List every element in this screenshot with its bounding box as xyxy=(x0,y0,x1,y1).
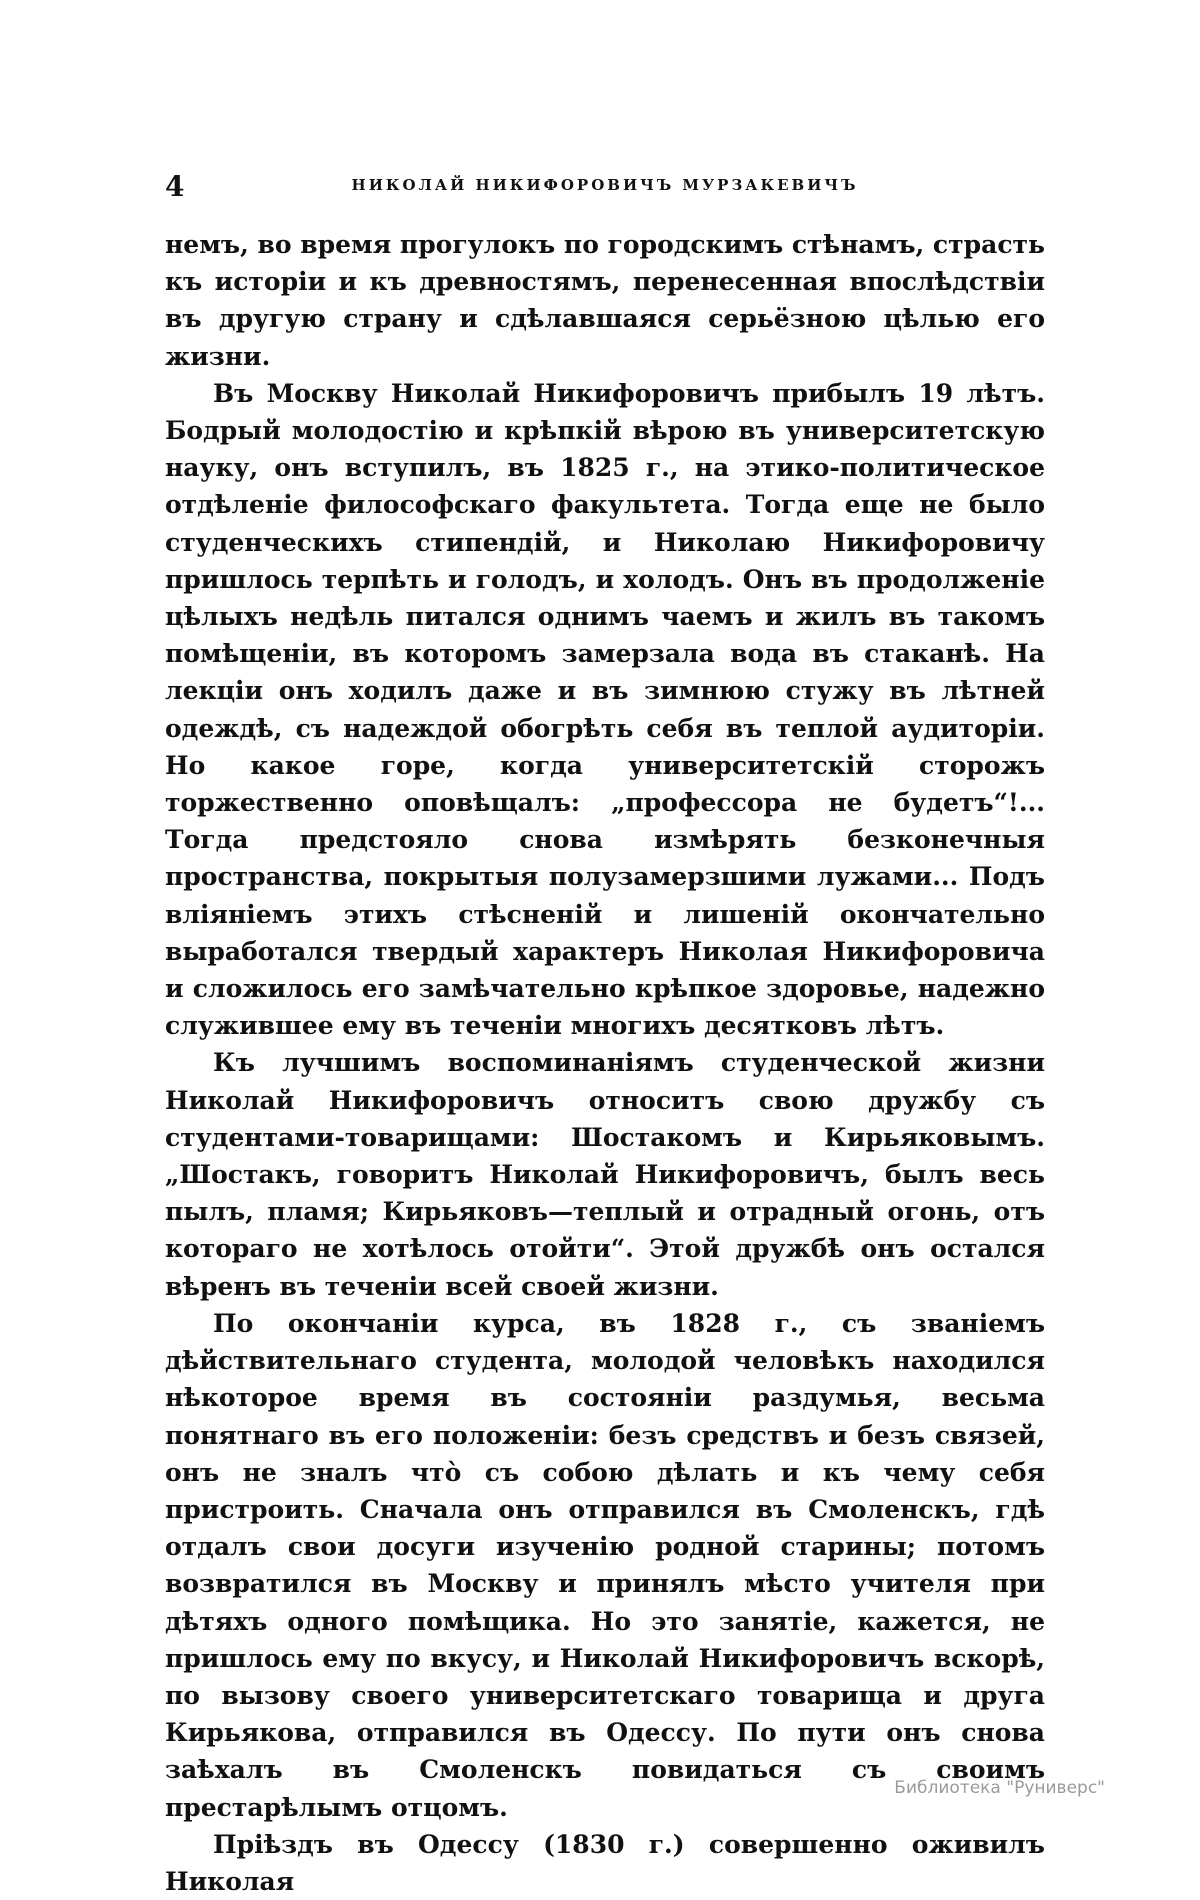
body-text xyxy=(165,226,1045,1900)
paragraph-3: Къ лучшимъ воспоминаніямъ студенческой жизни Николай Никифоровичъ относитъ свою дружбу съ студентами-товарищами: Шостакомъ и Кирьяковымъ. „Шостакъ, говоритъ Николай Никифоровичъ, былъ весь пылъ, пламя; Кирьяковъ—теплый и отрадный огонь, отъ котораго не хотѣлось отойти“. Этой дружбѣ онъ остался вѣренъ въ теченіи всей своей жизни. xyxy=(165,1048,1045,1301)
page-number: 4 xyxy=(165,170,185,203)
paragraph-4: По окончаніи курса, въ 1828 г., съ званіемъ дѣйствительнаго студента, молодой человѣкъ находился нѣкоторое время въ состояніи раздумья, весьма понятнаго въ его положеніи: безъ средствъ и безъ связей, онъ не зналъ что̀ съ собою дѣлать и къ чему себя пристроить. Сначала онъ отправился въ Смоленскъ, гдѣ отдалъ свои досуги изученію родной старины; потомъ возвратился въ Москву и принялъ мѣсто учителя при дѣтяхъ одного помѣщика. Но это занятіе, кажется, не пришлось ему по вкусу, и Николай Никифоровичъ вскорѣ, по вызову своего университетскаго товарища и друга Кирьякова, отправился въ Одессу. По пути онъ снова заѣхалъ въ Смоленскъ повидаться съ своимъ престарѣлымъ отцомъ. xyxy=(165,1308,1045,1822)
paragraph-2: Въ Москву Николай Никифоровичъ прибылъ 19 лѣтъ. Бодрый молодостію и крѣпкій вѣрою въ университетскую науку, онъ вступилъ, въ 1825 г., на этико-политическое отдѣленіе философскаго факультета. Тогда еще не было студенческихъ стипендій, и Николаю Никифоровичу пришлось терпѣть и голодъ, и холодъ. Онъ въ продолженіе цѣлыхъ недѣль питался однимъ чаемъ и жилъ въ такомъ помѣщеніи, въ которомъ замерзала вода въ стаканѣ. На лекціи онъ ходилъ даже и въ зимнюю стужу въ лѣтней одеждѣ, съ надеждой обогрѣть себя въ теплой аудиторіи. Но какое горе, когда университетскій сторожъ торжественно оповѣщалъ: „профессора не будетъ“!... Тогда предстояло снова измѣрять безконечныя пространства, покрытыя полузамерзшими лужами... Подъ вліяніемъ этихъ стѣсненій и лишеній окончательно выработался твердый характеръ Николая Никифоровича и сложилось его замѣчательно крѣпкое здоровье, надежно служившее ему въ теченіи многихъ десятковъ лѣтъ. xyxy=(165,378,1045,1041)
running-title: НИКОЛАЙ НИКИФОРОВИЧЪ МУРЗАКЕВИЧЪ xyxy=(351,176,859,194)
page-header xyxy=(165,168,1045,208)
paragraph-5: Пріѣздъ въ Одессу (1830 г.) совершенно оживилъ Николая xyxy=(165,1829,1045,1896)
paragraph-1: немъ, во время прогулокъ по городскимъ стѣнамъ, страсть къ исторіи и къ древностямъ, перенесенная впослѣдствіи въ другую страну и сдѣлавшаяся серьёзною цѣлью его жизни. xyxy=(165,230,1045,371)
library-watermark: Библиотека "Руниверс" xyxy=(894,1778,1105,1798)
